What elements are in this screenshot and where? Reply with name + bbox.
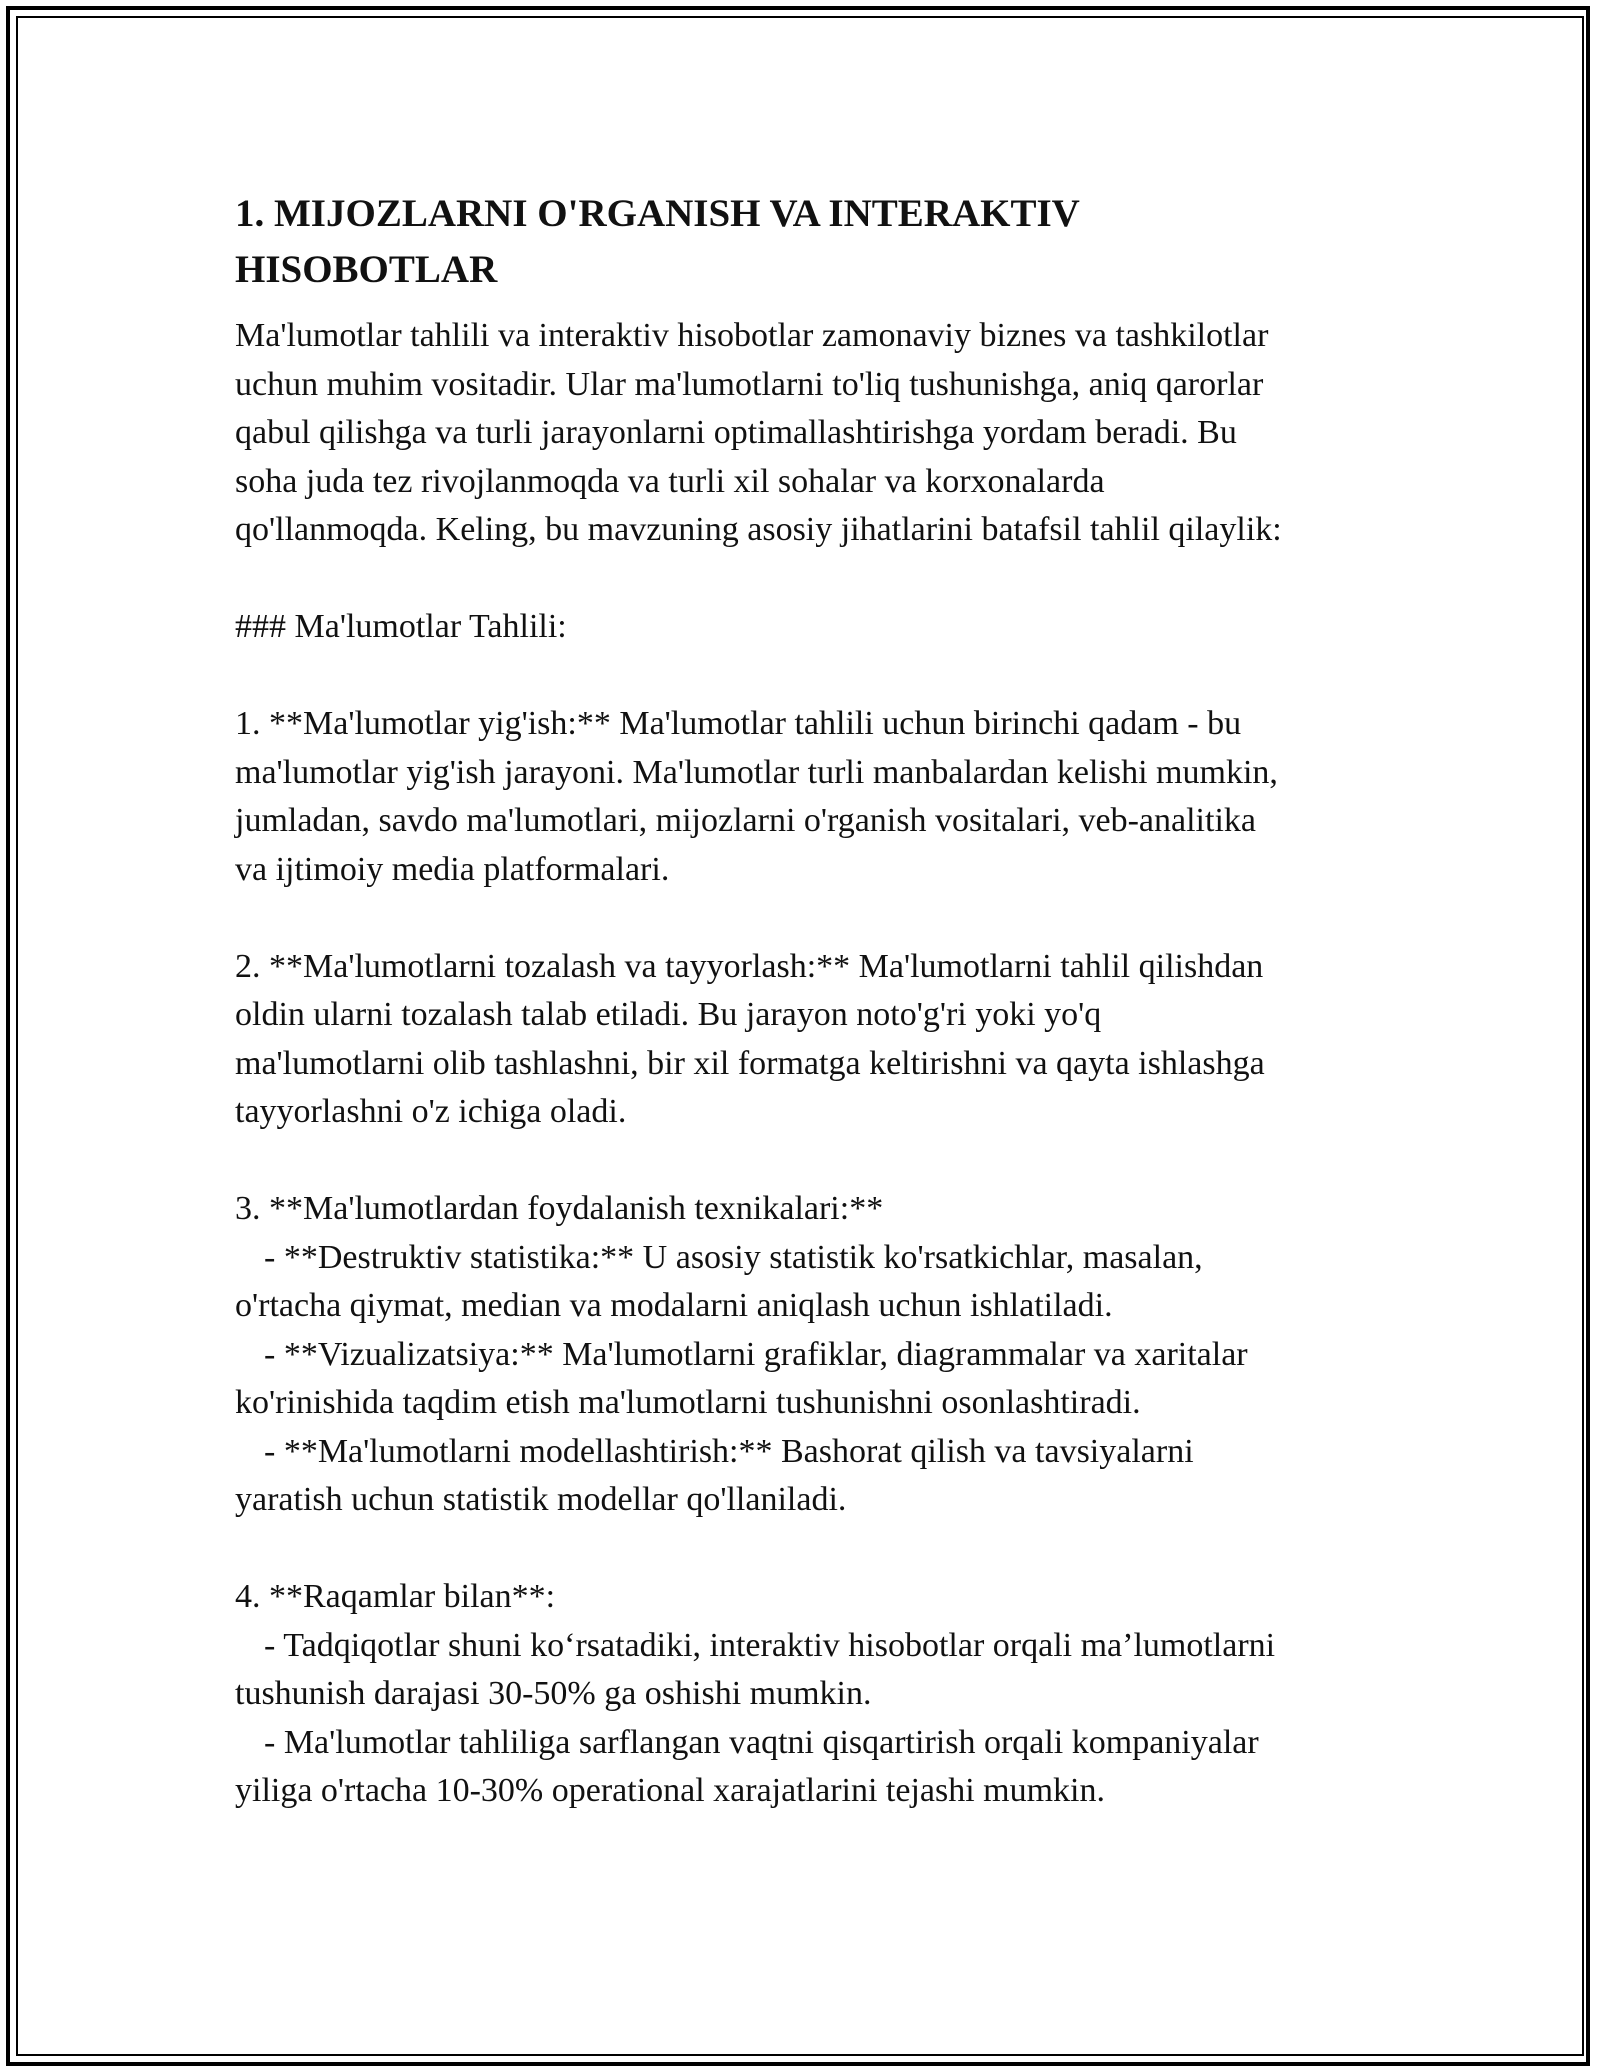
title-line: 1. MIJOZLARNI O'RGANISH VA INTERAKTIV xyxy=(235,192,1080,235)
item-line: 1. **Ma'lumotlar yig'ish:** Ma'lumotlar tahlili uchun birinchi qadam - bu xyxy=(235,705,1242,742)
sub-item-line: - Tadqiqotlar shuni ko‘rsatadiki, interaktiv hisobotlar orqali ma’lumotlarni xyxy=(264,1626,1276,1664)
list-item-2 xyxy=(235,943,1375,1137)
sub-item-line: ko'rinishida taqdim etish ma'lumotlarni tushunishni osonlashtiradi. xyxy=(235,1384,1141,1421)
document-title xyxy=(235,186,1375,298)
intro-line: Ma'lumotlar tahlili va interaktiv hisobotlar zamonaviy biznes va tashkilotlar xyxy=(235,317,1269,354)
item-heading: 4. **Raqamlar bilan**: xyxy=(235,1578,556,1615)
list-item-3 xyxy=(235,1185,1375,1525)
item-line: tayyorlashni o'z ichiga oladi. xyxy=(235,1093,627,1130)
intro-line: qabul qilishga va turli jarayonlarni optimallashtirishga yordam beradi. Bu xyxy=(235,414,1237,451)
document-body xyxy=(235,186,1375,1816)
item-line: oldin ularni tozalash talab etiladi. Bu jarayon noto'g'ri yoki yo'q xyxy=(235,996,1102,1033)
item-line: ma'lumotlar yig'ish jarayoni. Ma'lumotlar turli manbalardan kelishi mumkin, xyxy=(235,753,1278,791)
sub-item-line: yaratish uchun statistik modellar qo'llaniladi. xyxy=(235,1481,847,1518)
item-line: jumladan, savdo ma'lumotlari, mijozlarni o'rganish vositalari, veb-analitika xyxy=(235,802,1256,839)
sub-item-line: - **Vizualizatsiya:** Ma'lumotlarni grafiklar, diagrammalar va xaritalar xyxy=(264,1335,1248,1373)
list-item-1 xyxy=(235,700,1375,894)
item-line: 2. **Ma'lumotlarni tozalash va tayyorlash:** Ma'lumotlarni tahlil qilishdan xyxy=(235,947,1264,985)
title-line: HISOBOTLAR xyxy=(235,248,498,291)
intro-line: qo'llanmoqda. Keling, bu mavzuning asosiy jihatlarini batafsil tahlil qilaylik: xyxy=(235,511,1282,548)
sub-item-line: - **Ma'lumotlarni modellashtirish:** Bashorat qilish va tavsiyalarni xyxy=(264,1432,1194,1470)
sub-item-line: - **Destruktiv statistika:** U asosiy statistik ko'rsatkichlar, masalan, xyxy=(264,1238,1203,1276)
list-item-4 xyxy=(235,1573,1375,1816)
sub-item-line: yiliga o'rtacha 10-30% operational xarajatlarini tejashi mumkin. xyxy=(235,1772,1106,1809)
sub-item-line: - Ma'lumotlar tahliliga sarflangan vaqtni qisqartirish orqali kompaniyalar xyxy=(264,1723,1259,1761)
intro-line: uchun muhim vositadir. Ular ma'lumotlarni to'liq tushunishga, aniq qarorlar xyxy=(235,365,1264,403)
item-line: ma'lumotlarni olib tashlashni, bir xil formatga keltirishni va qayta ishlashga xyxy=(235,1044,1265,1082)
intro-line: soha juda tez rivojlanmoqda va turli xil sohalar va korxonalarda xyxy=(235,462,1105,500)
item-line: va ijtimoiy media platformalari. xyxy=(235,850,670,888)
item-heading: 3. **Ma'lumotlardan foydalanish texnikalari:** xyxy=(235,1190,884,1227)
sub-item-line: tushunish darajasi 30-50% ga oshishi mumkin. xyxy=(235,1675,872,1712)
sub-item-line: o'rtacha qiymat, median va modalarni aniqlash uchun ishlatiladi. xyxy=(235,1287,1113,1324)
intro-paragraph xyxy=(235,312,1375,555)
section-heading: ### Ma'lumotlar Tahlili: xyxy=(235,608,567,645)
